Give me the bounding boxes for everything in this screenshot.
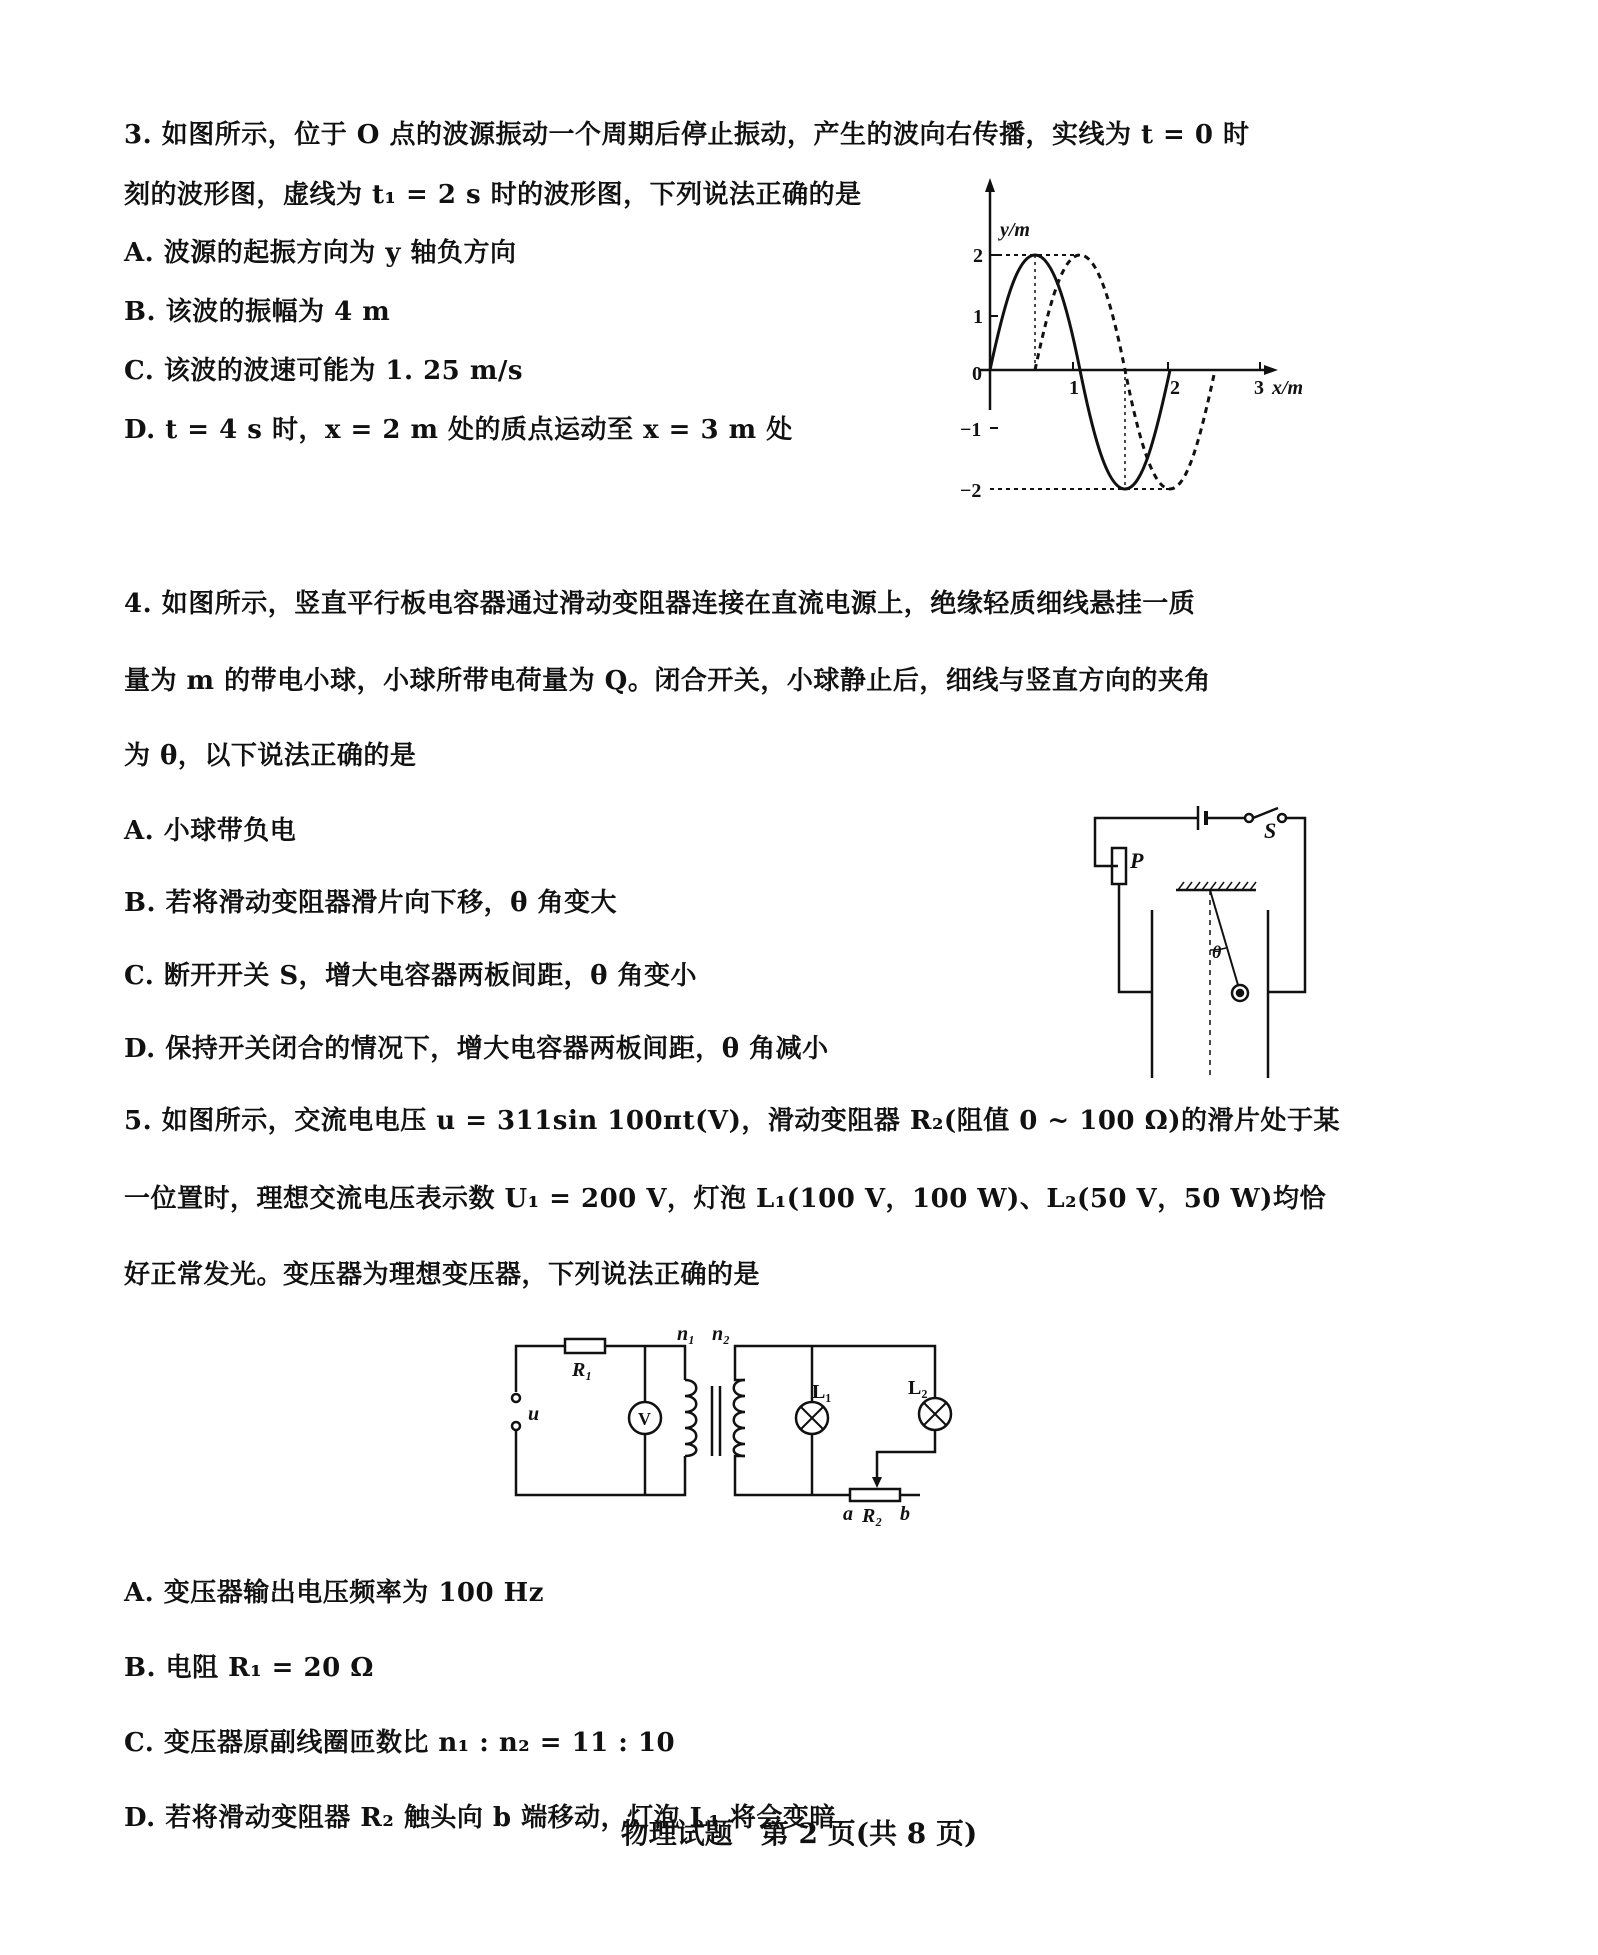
r2-label: R₂ [862, 1505, 883, 1527]
slider-label: P [1130, 848, 1144, 873]
q5-option-c: C. 变压器原副线圈匝数比 n₁ : n₂ = 11 : 10 [124, 1728, 676, 1758]
q4-option-c: C. 断开开关 S，增大电容器两板间距，θ 角变小 [124, 961, 698, 991]
q3-option-d: D. t = 4 s 时，x = 2 m 处的质点运动至 x = 3 m 处 [124, 415, 793, 445]
r2-end-a: a [843, 1503, 853, 1525]
graph-y-label: y/m [1000, 219, 1030, 241]
l2-label: L₂ [908, 1377, 928, 1399]
q5-stem-line2: 一位置时，理想交流电压表示数 U₁ = 200 V，灯泡 L₁(100 V，100 W)、L₂(50 V，50 W)均恰 [124, 1184, 1326, 1214]
graph-origin: 0 [972, 363, 982, 385]
r2-end-b: b [900, 1503, 910, 1525]
graph-x-tick: 2 [1170, 377, 1180, 399]
q5-option-b: B. 电阻 R₁ = 20 Ω [124, 1653, 374, 1683]
q3-stem-line1: 3. 如图所示，位于 O 点的波源振动一个周期后停止振动，产生的波向右传播，实线为 t = 0 时 [124, 120, 1250, 150]
angle-label: θ [1212, 942, 1222, 962]
page-footer: 物理试题 第 2 页(共 8 页) [620, 1817, 978, 1850]
q4-stem-line3: 为 θ，以下说法正确的是 [124, 741, 417, 771]
q3-option-b: B. 该波的振幅为 4 m [124, 297, 391, 327]
q3-option-c: C. 该波的波速可能为 1. 25 m/s [124, 356, 523, 386]
r1-label: R₁ [572, 1359, 593, 1381]
q5-option-a: A. 变压器输出电压频率为 100 Hz [124, 1578, 544, 1608]
q4-stem-line2: 量为 m 的带电小球，小球所带电荷量为 Q。闭合开关，小球静止后，细线与竖直方向的夹角 [124, 666, 1211, 696]
q5-stem-line3: 好正常发光。变压器为理想变压器，下列说法正确的是 [124, 1260, 761, 1290]
graph-x-tick: 1 [1069, 377, 1079, 399]
l1-label: L₁ [812, 1381, 832, 1403]
u-label: u [528, 1403, 540, 1425]
graph-y-tick: 1 [973, 306, 983, 328]
q3-option-a: A. 波源的起振方向为 y 轴负方向 [124, 238, 517, 268]
q4-option-a: A. 小球带负电 [124, 816, 297, 846]
switch-label: S [1264, 818, 1277, 843]
graph-y-tick: 2 [973, 245, 983, 267]
voltmeter-label: V [638, 1409, 651, 1429]
n1-label: n₁ [677, 1323, 696, 1345]
q4-option-d: D. 保持开关闭合的情况下，增大电容器两板间距，θ 角减小 [124, 1034, 829, 1064]
graph-x-tick: 3 [1254, 377, 1264, 399]
graph-y-tick: −2 [960, 480, 982, 502]
graph-x-label: x/m [1272, 377, 1304, 399]
q5-option-d: D. 若将滑动变阻器 R₂ 触头向 b 端移动，灯泡 L₁ 将会变暗 [124, 1803, 836, 1833]
q5-stem-line1: 5. 如图所示，交流电电压 u = 311sin 100πt(V)，滑动变阻器 R₂(阻值 0 ~ 100 Ω)的滑片处于某 [124, 1106, 1341, 1136]
q4-option-b: B. 若将滑动变阻器滑片向下移，θ 角变大 [124, 888, 617, 918]
q3-stem-line2: 刻的波形图，虚线为 t₁ = 2 s 时的波形图，下列说法正确的是 [124, 180, 862, 210]
graph-y-tick: −1 [960, 419, 982, 441]
n2-label: n₂ [712, 1323, 731, 1345]
q4-stem-line1: 4. 如图所示，竖直平行板电容器通过滑动变阻器连接在直流电源上，绝缘轻质细线悬挂一质 [124, 589, 1196, 619]
